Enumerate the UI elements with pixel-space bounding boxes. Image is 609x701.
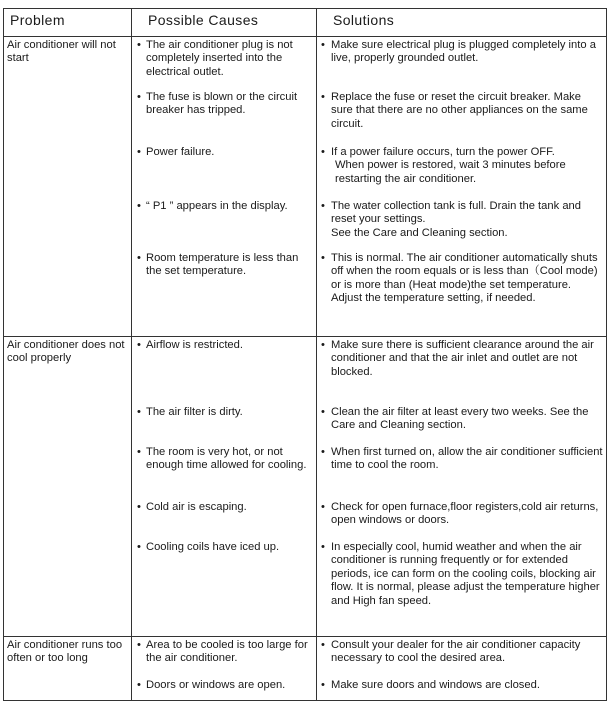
bullet: • <box>321 252 325 264</box>
causes-cell <box>132 337 317 637</box>
solution-text: Clean the air filter at least every two weeks. See the Care and Cleaning section. <box>331 406 589 432</box>
cause-text: The room is very hot, or not enough time allowed for cooling. <box>146 446 307 472</box>
solutions-cell <box>317 337 607 637</box>
bullet: • <box>137 200 141 212</box>
bullet: • <box>137 339 141 351</box>
header-problem: Problem <box>4 9 132 37</box>
cause-text: Airflow is restricted. <box>146 339 243 351</box>
cause-text: “ P1 ” appears in the display. <box>146 200 288 212</box>
cause-item <box>132 446 316 501</box>
solution-item <box>317 91 606 146</box>
solution-item <box>317 252 606 306</box>
problem-label: Air conditioner runs too often or too long <box>4 637 132 701</box>
cause-item <box>132 406 316 446</box>
solutions-cell <box>317 37 607 337</box>
solution-item <box>317 39 606 91</box>
troubleshooting-table <box>3 8 607 701</box>
solution-item <box>317 446 606 501</box>
solution-text: Consult your dealer for the air conditioner capacity necessary to cool the desired area. <box>331 639 581 665</box>
bullet: • <box>321 501 325 513</box>
solution-item <box>317 639 606 679</box>
bullet: • <box>321 541 325 553</box>
solution-item <box>317 339 606 406</box>
solution-text: In especially cool, humid weather and when the air conditioner is running frequently or for extended periods, ice can form on the cooling coils, blocking air flow. It is normal, please adjust the temperature higher and High fan speed. <box>331 541 600 607</box>
solution-text: This is normal. The air conditioner automatically shuts off when the room equals or is less than（Cool mode) or is more than (Heat mode)the set temperature. Adjust the temperature setting, if needed. <box>331 252 598 305</box>
solution-item <box>317 501 606 541</box>
cause-item <box>132 252 316 279</box>
problem-group-not-cool-properly <box>4 337 607 637</box>
solution-text: When power is restored, wait 3 minutes before restarting the air conditioner. <box>335 159 566 185</box>
header-solutions: Solutions <box>317 9 607 37</box>
solution-item <box>317 200 606 252</box>
cause-item <box>132 91 316 146</box>
problem-group-will-not-start <box>4 37 607 337</box>
bullet: • <box>137 39 141 51</box>
bullet: • <box>321 39 325 51</box>
cause-text: Room temperature is less than the set temperature. <box>146 252 299 278</box>
solution-text: Make sure there is sufficient clearance around the air conditioner and that the air inlet and outlet are not blocked. <box>331 339 594 378</box>
cause-item <box>132 200 316 252</box>
cause-item <box>132 339 316 406</box>
cause-text: Doors or windows are open. <box>146 679 286 691</box>
cause-text: The fuse is blown or the circuit breaker has tripped. <box>146 91 298 117</box>
bullet: • <box>137 146 141 158</box>
bullet: • <box>321 91 325 103</box>
cause-text: The air conditioner plug is not completely inserted into the electrical outlet. <box>146 39 293 78</box>
bullet: • <box>321 200 325 212</box>
bullet: • <box>321 406 325 418</box>
problem-label: Air conditioner will not start <box>4 37 132 337</box>
cause-item <box>132 679 316 692</box>
problem-group-runs-too-often <box>4 637 607 701</box>
table-header-row <box>4 9 607 37</box>
bullet: • <box>321 639 325 651</box>
cause-text: The air filter is dirty. <box>146 406 243 418</box>
cause-text: Power failure. <box>146 146 215 158</box>
bullet: • <box>137 252 141 264</box>
bullet: • <box>137 446 141 458</box>
cause-text: Cold air is escaping. <box>146 501 247 513</box>
bullet: • <box>321 679 325 691</box>
problem-label: Air conditioner does not cool properly <box>4 337 132 637</box>
bullet: • <box>137 541 141 553</box>
bullet: • <box>321 146 325 158</box>
solution-text: Check for open furnace,floor registers,cold air returns, open windows or doors. <box>331 501 599 527</box>
bullet: • <box>321 339 325 351</box>
solution-text: Make sure doors and windows are closed. <box>331 679 540 691</box>
solution-item <box>317 146 606 200</box>
bullet: • <box>321 446 325 458</box>
solution-item <box>317 541 606 608</box>
cause-text: Area to be cooled is too large for the air conditioner. <box>146 639 308 665</box>
bullet: • <box>137 639 141 651</box>
solutions-cell <box>317 637 607 701</box>
cause-item <box>132 501 316 541</box>
solution-text: When first turned on, allow the air conditioner sufficient time to cool the room. <box>331 446 603 472</box>
cause-item <box>132 146 316 200</box>
solution-text: If a power failure occurs, turn the power OFF. <box>331 146 555 158</box>
solution-text: The water collection tank is full. Drain the tank and reset your settings. <box>331 200 581 226</box>
cause-item <box>132 639 316 679</box>
header-possible-causes: Possible Causes <box>132 9 317 37</box>
solution-text: See the Care and Cleaning section. <box>331 226 508 239</box>
bullet: • <box>137 679 141 691</box>
cause-item <box>132 541 316 554</box>
bullet: • <box>137 406 141 418</box>
solution-item <box>317 679 606 692</box>
solution-text: Replace the fuse or reset the circuit breaker. Make sure that there are no other appliances on the same circuit. <box>331 91 588 130</box>
cause-item <box>132 39 316 91</box>
bullet: • <box>137 501 141 513</box>
causes-cell <box>132 37 317 337</box>
bullet: • <box>137 91 141 103</box>
causes-cell <box>132 637 317 701</box>
solution-item <box>317 406 606 446</box>
cause-text: Cooling coils have iced up. <box>146 541 280 553</box>
solution-text: Make sure electrical plug is plugged completely into a live, properly grounded outlet. <box>331 39 596 65</box>
